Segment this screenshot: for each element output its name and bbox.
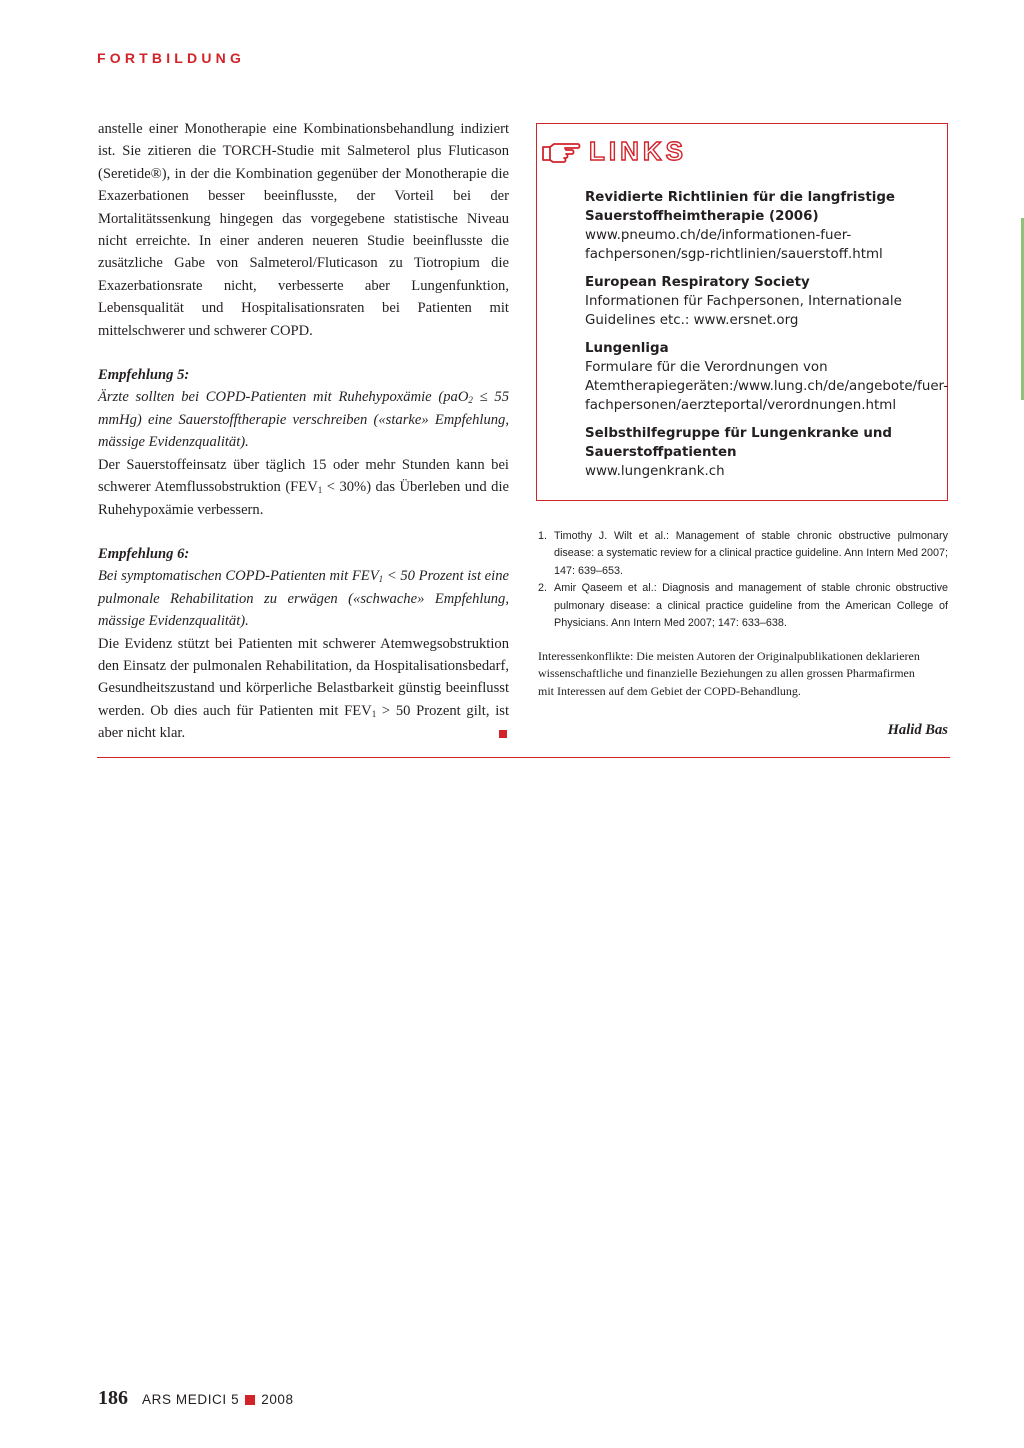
- link-entry: [585, 273, 945, 330]
- link-url[interactable]: Formulare für die Verordnungen von Atemtherapiegeräten:/www.lung.ch/de/angebote/fuer-fachpersonen/aerzteportal/verordnungen.html: [585, 360, 949, 413]
- journal-year: 2008: [261, 1392, 294, 1407]
- link-title: European Respiratory Society: [585, 275, 810, 290]
- link-title: Revidierte Richtlinien für die langfristige Sauerstoffheimtherapie (2006): [585, 190, 896, 224]
- journal-info: [142, 1392, 294, 1407]
- link-entry: [585, 424, 945, 481]
- link-url[interactable]: www.lungenkrank.ch: [585, 464, 725, 479]
- paragraph-intro: anstelle einer Monotherapie eine Kombinationsbehandlung indiziert ist. Sie zitieren die TORCH-Studie mit Salmeterol plus Fluticason (Seretide®), in der die Kombination gegenüber der Monotherapie die Exazerbationen besser beeinflusste, der Vorteil bei der Mortalitätssenkung hingegen das vorgegebene statistische Niveau nicht erreichte. In einer anderen neueren Studie beeinflusste die zusätzliche Gabe von Salmeterol/Fluticason zu Tiotropium die Exazerbationsrate nicht, verbesserte aber Lungenfunktion, Lebensqualität und Hospitalisationsraten bei Patienten mit mittelschwerer und schwerer COPD.: [98, 121, 509, 339]
- pointing-hand-icon: [541, 138, 581, 166]
- recommendation-5-heading: Empfehlung 5:: [98, 367, 190, 384]
- end-mark-icon: [499, 730, 507, 738]
- recommendation-6-text: Bei symptomatischen COPD-Patienten mit $FEV_1 < 50$ Prozent ist eine pulmonale Rehabilitation zu erwägen («schwache» Empfehlung, mässige Evidenzqualität).: [98, 568, 509, 630]
- journal-name: ARS MEDICI 5: [142, 1392, 240, 1407]
- author-name: Halid Bas: [887, 722, 948, 738]
- link-url[interactable]: Informationen für Fachpersonen, Internationale Guidelines etc.: www.ersnet.org: [585, 294, 902, 328]
- main-column: [98, 118, 509, 745]
- page-footer: [98, 1387, 294, 1410]
- section-label: FORTBILDUNG: [97, 50, 246, 66]
- links-list: [585, 188, 949, 490]
- separator-square-icon: [245, 1395, 255, 1405]
- divider-line: [97, 757, 950, 758]
- recommendation-5-body: Der Sauerstoffeinsatz über täglich 15 oder mehr Stunden kann bei schwerer Atemflussobstruktion $(FEV_1 < 30\%)$ das Überleben und die Ruhehypoxämie verbessern.: [98, 456, 509, 518]
- reference-list: [538, 528, 948, 632]
- reference-item: 2. Amir Qaseem et al.: Diagnosis and management of stable chronic obstructive pulmonary disease: a clinical practice guideline from the American College of Physicians. Ann Intern Med 2007; 147: 633–638.: [538, 582, 948, 630]
- links-box: [536, 123, 948, 501]
- link-url[interactable]: www.pneumo.ch/de/informationen-fuer-fachpersonen/sgp-richtlinien/sauerstoff.html: [585, 228, 883, 262]
- link-title: Selbsthilfegruppe für Lungenkranke und Sauerstoffpatienten: [585, 426, 892, 460]
- reference-item: 1. Timothy J. Wilt et al.: Management of stable chronic obstructive pulmonary disease: a systematic review for a clinical practice guideline. Ann Intern Med 2007; 147: 639–653.: [538, 530, 948, 577]
- recommendation-5-text: Ärzte sollten bei COPD-Patienten mit Ruhehypoxämie (paO$_2$ ≤ 55 mmHg) eine Sauerstofftherapie verschreiben («starke» Empfehlung, mässige Evidenzqualität).: [98, 389, 509, 451]
- links-title: LINKS: [589, 136, 687, 166]
- link-title: Lungenliga: [585, 341, 669, 356]
- link-entry: [585, 188, 945, 264]
- conflict-of-interest-note: Interessenkonflikte: Die meisten Autoren der Originalpublikationen deklarieren wissenschaftliche und finanzielle Beziehungen zu allen grossen Pharmafirmen mit Interessen auf dem Gebiet der COPD-Behandlung.: [538, 649, 920, 698]
- page-number: 186: [98, 1387, 128, 1409]
- link-entry: [585, 339, 949, 415]
- recommendation-6-heading: Empfehlung 6:: [98, 545, 190, 562]
- links-heading: [541, 136, 687, 167]
- recommendation-6-body: Die Evidenz stützt bei Patienten mit schwerer Atemwegsobstruktion den Einsatz der pulmonalen Rehabilitation, da Hospitalisationsbedarf, Gesundheitszustand und körperliche Belastbarkeit günstig beeinflusst werden. Ob dies auch für Patienten mit $FEV_1 > 50$ Prozent gilt, ist aber nicht klar.: [98, 635, 509, 742]
